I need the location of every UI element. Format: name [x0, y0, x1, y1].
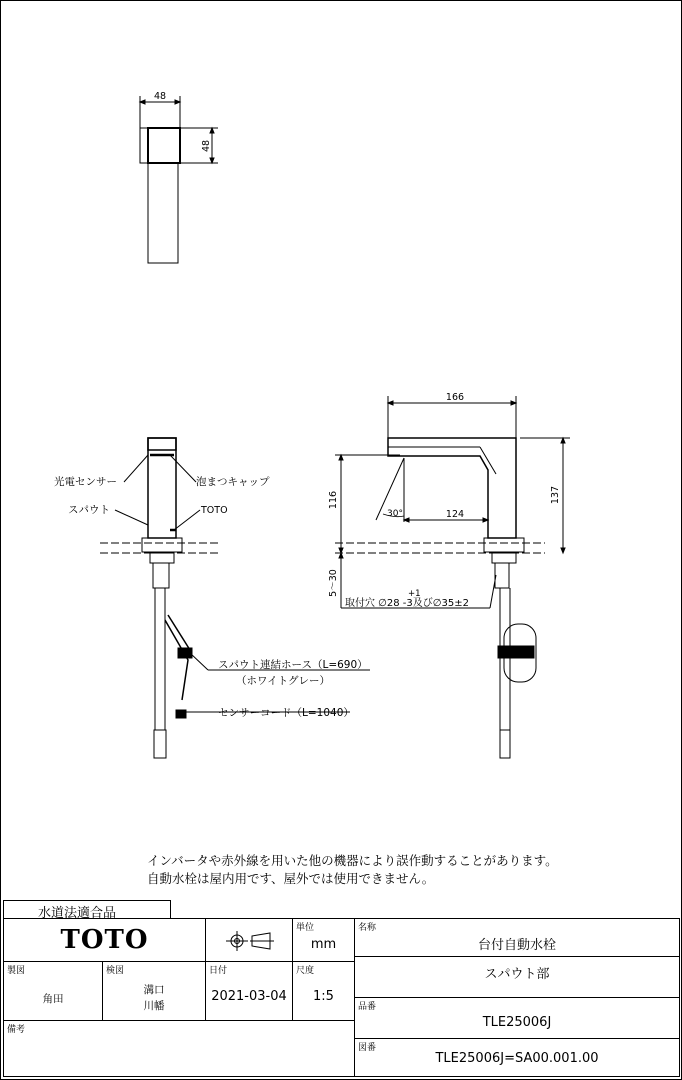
label-aerator: 泡まつキャップ	[196, 476, 270, 488]
scale-value: 1:5	[313, 989, 334, 1004]
checked-cell	[102, 961, 206, 1021]
label-spout: スパウト	[68, 504, 110, 516]
drawn-value: 角田	[42, 993, 64, 1005]
date-cell	[205, 961, 293, 1021]
dim-reach: 166	[445, 392, 465, 403]
label-toto-mark: TOTO	[201, 505, 228, 516]
projection-symbol-cell	[205, 918, 293, 962]
drawn-cell	[3, 961, 103, 1021]
note-line: 自動水栓は屋内用です、屋外では使用できません。	[147, 871, 435, 886]
name-label: 名称	[358, 923, 377, 933]
drawing-no-value: TLE25006J=SA00.001.00	[435, 1051, 599, 1066]
unit-value: mm	[310, 937, 337, 952]
side-view	[335, 396, 570, 758]
drawing-no-cell	[354, 1038, 680, 1077]
drawn-label: 製図	[7, 966, 26, 976]
dim-height: 116	[328, 490, 339, 510]
product-no-label: 品番	[358, 1002, 377, 1012]
date-label: 日付	[209, 966, 228, 976]
label-cord: センサーコード（L=1040）	[218, 707, 354, 719]
part-cell	[354, 956, 680, 998]
dim-deck-thickness: 5～30	[328, 569, 339, 597]
product-no-value: TLE25006J	[482, 1015, 552, 1030]
label-hose: スパウト連結ホース（L=690）	[218, 659, 368, 671]
product-no-cell	[354, 997, 680, 1039]
checked-value-1: 溝口	[143, 984, 165, 996]
unit-cell	[292, 918, 355, 962]
label-hose-color: （ホワイトグレー）	[236, 675, 330, 687]
toto-logo: TOTO	[60, 925, 149, 955]
remarks-label: 備考	[7, 1025, 26, 1035]
dim-total-height: 137	[550, 485, 561, 505]
hole-note: 取付穴 ∅28 -3及び∅35±2	[345, 598, 469, 609]
dim-angle: 30°	[387, 509, 403, 519]
checked-value-2: 川幡	[143, 1000, 165, 1012]
date-value: 2021-03-04	[211, 989, 287, 1004]
drawing-no-label: 図番	[358, 1043, 377, 1053]
scale-label: 尺度	[296, 966, 315, 976]
note-line: インバータや赤外線を用いた他の機器により誤作動することがあります。	[147, 853, 558, 868]
hole-tolerance: +1	[408, 589, 421, 599]
notes	[147, 852, 558, 888]
dim-spout-offset: 124	[445, 509, 465, 520]
compliance-label: 水道法適合品	[38, 906, 117, 921]
part-value: スパウト部	[484, 967, 550, 982]
label-sensor: 光電センサー	[54, 476, 117, 488]
remarks-cell	[3, 1020, 355, 1077]
name-value: 台付自動水栓	[477, 938, 556, 953]
top-width-dim: 48	[153, 91, 167, 102]
top-view	[140, 96, 218, 263]
projection-symbol-icon	[206, 919, 294, 963]
compliance-cell	[3, 900, 171, 919]
top-height-dim: 48	[201, 139, 212, 153]
checked-label: 検図	[106, 966, 125, 976]
unit-label: 単位	[296, 923, 315, 933]
logo-cell	[3, 918, 206, 962]
name-cell	[354, 918, 680, 957]
scale-cell	[292, 961, 355, 1021]
